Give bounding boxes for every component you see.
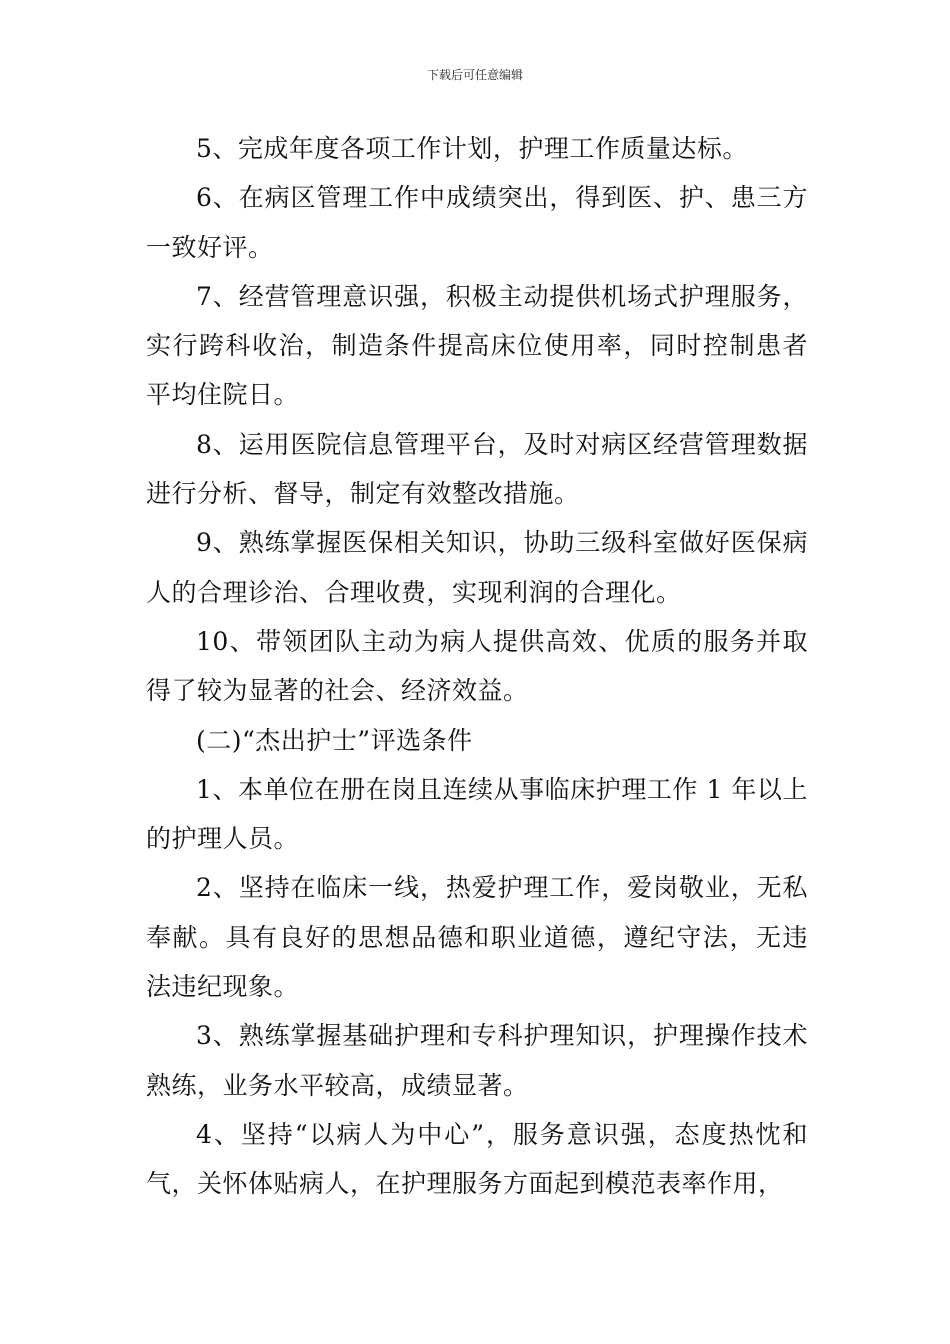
paragraph-item-10: 10、带领团队主动为病人提供高效、优质的服务并取得了较为显著的社会、经济效益。 <box>146 626 808 706</box>
paragraph-item-5: 5、完成年度各项工作计划，护理工作质量达标。 <box>196 134 748 163</box>
paragraph-item-8: 8、运用医院信息管理平台，及时对病区经营管理数据进行分析、督导，制定有效整改措施。 <box>146 429 808 509</box>
criteria-item-2: 2、坚持在临床一线，热爱护理工作，爱岗敬业，无私奉献。具有良好的思想品德和职业道德，遵纪守法，无违法违纪现象。 <box>146 873 808 1002</box>
paragraph-item-9: 9、熟练掌握医保相关知识，协助三级科室做好医保病人的合理诊治、合理收费，实现利润的合理化。 <box>146 528 808 607</box>
criteria-item-1: 1、本单位在册在岗且连续从事临床护理工作 1 年以上的护理人员。 <box>146 774 808 854</box>
document-body <box>146 124 808 1209</box>
page-header: 下载后可任意编辑 <box>426 68 523 82</box>
paragraph-item-7: 7、经营管理意识强，积极主动提供机场式护理服务，实行跨科收治，制造条件提高床位使用率，同时控制患者平均住院日。 <box>146 281 808 410</box>
paragraph-item-6: 6、在病区管理工作中成绩突出，得到医、护、患三方一致好评。 <box>146 183 808 262</box>
section-heading: (二)“杰出护士”评选条件 <box>196 725 473 755</box>
criteria-item-4: 4、坚持“以病人为中心”，服务意识强，态度热忱和气，关怀体贴病人，在护理服务方面起到模范表率作用， <box>146 1119 808 1199</box>
criteria-item-3: 3、熟练掌握基础护理和专科护理知识，护理操作技术熟练，业务水平较高，成绩显著。 <box>146 1021 808 1100</box>
